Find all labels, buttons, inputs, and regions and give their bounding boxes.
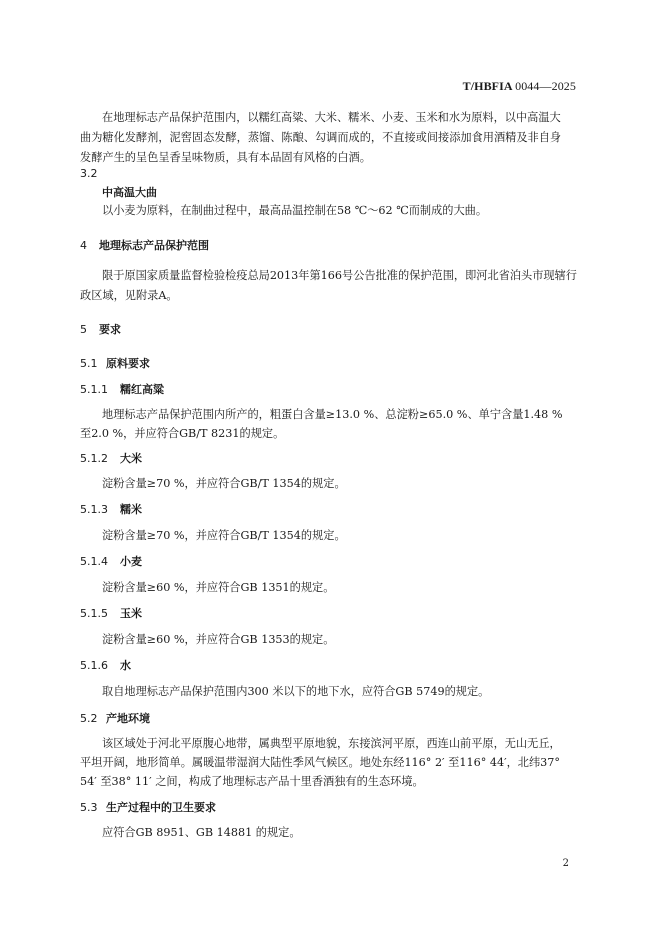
section-5-1-1-heading xyxy=(80,381,164,397)
section-number: 4 xyxy=(80,239,87,252)
section-5-2-line-1: 该区域处于河北平原腹心地带，属典型平原地貌，东接滨河平原，西连山前平原，无山无丘， xyxy=(102,737,561,750)
section-5-1-4-text: 淀粉含量≥60 %，并应符合GB 1351的规定。 xyxy=(102,581,335,594)
section-5-1-3-heading xyxy=(80,501,142,517)
section-number: 5.1.1 xyxy=(80,383,108,396)
section-4-line-2: 政区域，见附录A。 xyxy=(80,289,178,302)
section-5-1-1-line-1: 地理标志产品保护范围内所产的，粗蛋白含量≥13.0 %、总淀粉≥65.0 %、单宁含量1.48 % xyxy=(102,408,563,421)
document-header xyxy=(463,79,576,94)
section-number: 5.1.6 xyxy=(80,659,108,672)
term-definition: 以小麦为原料，在制曲过程中，最高品温控制在58 ℃～62 ℃而制成的大曲。 xyxy=(102,204,488,217)
intro-line-1: 在地理标志产品保护范围内，以糯红高粱、大米、糯米、小麦、玉米和水为原料，以中高温大 xyxy=(102,111,561,124)
section-5-1-2-heading xyxy=(80,450,142,466)
section-title: 水 xyxy=(120,659,131,672)
section-number: 5.1 xyxy=(80,357,98,370)
section-5-1-6-heading xyxy=(80,657,131,673)
term-number: 3.2 xyxy=(80,167,98,180)
section-title: 产地环境 xyxy=(106,712,150,725)
section-title: 生产过程中的卫生要求 xyxy=(106,801,216,814)
section-5-1-5-heading xyxy=(80,605,142,621)
section-5-1-6-text: 取自地理标志产品保护范围内300 米以下的地下水，应符合GB 5749的规定。 xyxy=(102,685,490,698)
section-title: 玉米 xyxy=(120,607,142,620)
doc-id: T/HBFIA xyxy=(462,79,512,93)
section-title: 小麦 xyxy=(120,555,142,568)
term-title: 中高温大曲 xyxy=(102,186,157,199)
section-number: 5.1.4 xyxy=(80,555,108,568)
section-5-1-heading xyxy=(80,355,150,371)
section-title: 地理标志产品保护范围 xyxy=(99,239,209,252)
section-number: 5.2 xyxy=(80,712,98,725)
section-5-2-line-2: 平坦开阔，地形简单。属暖温带湿润大陆性季风气候区。地处东经116° 2′ 至116° 44′，北纬37° xyxy=(80,756,561,769)
section-title: 原料要求 xyxy=(106,357,150,370)
section-number: 5.3 xyxy=(80,801,98,814)
section-4-heading xyxy=(80,237,209,253)
section-5-1-4-heading xyxy=(80,553,142,569)
section-number: 5.1.3 xyxy=(80,503,108,516)
section-5-3-heading xyxy=(80,799,216,815)
section-number: 5.1.5 xyxy=(80,607,108,620)
section-5-3-text: 应符合GB 8951、GB 14881 的规定。 xyxy=(102,826,301,839)
section-title: 要求 xyxy=(99,323,121,336)
intro-line-2: 曲为糖化发酵剂，泥窖固态发酵，蒸馏、陈酿、勾调而成的，不直接或间接添加食用酒精及非自身 xyxy=(80,131,562,144)
intro-line-3: 发酵产生的呈色呈香呈味物质，具有本品固有风格的白酒。 xyxy=(80,151,371,164)
section-5-heading xyxy=(80,321,121,337)
section-number: 5 xyxy=(80,323,87,336)
section-5-1-3-text: 淀粉含量≥70 %，并应符合GB/T 1354的规定。 xyxy=(102,529,346,542)
section-4-line-1: 限于原国家质量监督检验检疫总局2013年第166号公告批准的保护范围，即河北省泊头市现辖行 xyxy=(102,269,577,282)
section-title: 糯米 xyxy=(120,503,142,516)
section-5-1-1-line-2: 至2.0 %，并应符合GB/T 8231的规定。 xyxy=(80,427,285,440)
section-5-2-heading xyxy=(80,710,150,726)
section-title: 糯红高粱 xyxy=(120,383,164,396)
section-5-1-5-text: 淀粉含量≥60 %，并应符合GB 1353的规定。 xyxy=(102,633,335,646)
section-number: 5.1.2 xyxy=(80,452,108,465)
section-5-2-line-3: 54′ 至38° 11′ 之间，构成了地理标志产品十里香酒独有的生态环境。 xyxy=(80,775,424,788)
section-5-1-2-text: 淀粉含量≥70 %，并应符合GB/T 1354的规定。 xyxy=(102,477,346,490)
doc-code: 0044—2025 xyxy=(515,79,576,93)
section-title: 大米 xyxy=(120,452,142,465)
page-number: 2 xyxy=(562,858,569,869)
